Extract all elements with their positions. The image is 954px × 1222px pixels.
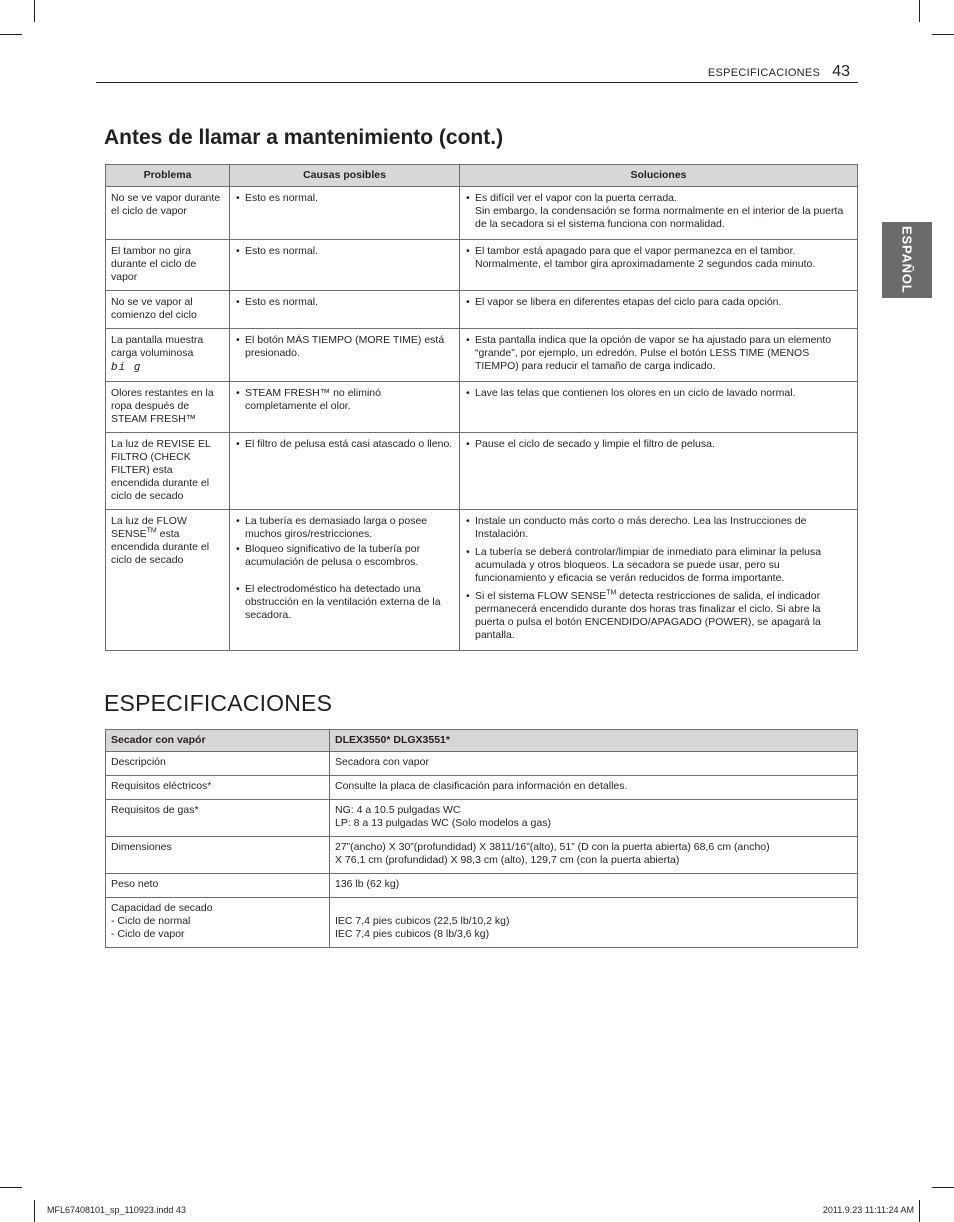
header-rule (96, 82, 858, 83)
causes-cell (230, 240, 460, 291)
solutions-cell (460, 291, 858, 329)
solutions-cell (460, 240, 858, 291)
specifications-table (105, 729, 858, 948)
running-head-section: ESPECIFICACIONES (707, 67, 821, 79)
problem-text-part: La luz de FLOW SENSE (111, 515, 187, 540)
spec-row (106, 800, 858, 837)
cause-item: • El botón MÁS TIEMPO (MORE TIME) está presionado. (235, 334, 454, 360)
problem-text: La pantalla muestra carga voluminosa (111, 334, 204, 359)
column-header-solutions: Soluciones (460, 165, 858, 187)
spec-label: Requisitos de gas* (106, 800, 330, 837)
table-header-row (106, 165, 858, 187)
cause-item: • Esto es normal. (235, 245, 454, 258)
table-row (106, 291, 858, 329)
causes-cell (230, 382, 460, 433)
causes-cell (230, 187, 460, 240)
spec-header-label: Secador con vapór (106, 730, 330, 752)
spec-value: Consulte la placa de clasificación para información en detalles. (330, 776, 858, 800)
problem-cell (106, 187, 230, 240)
table-row (106, 510, 858, 651)
troubleshooting-title: Antes de llamar a mantenimiento (cont.) (104, 126, 504, 149)
cause-item: • El electrodoméstico ha detectado una obstrucción en la ventilación externa de la secadora. (235, 583, 454, 622)
solution-item: • Esta pantalla indica que la opción de vapor se ha ajustado para un elemento “grande”, por ejemplo, un edredón. Pulse el botón LESS TIME (MENOS TIEMPO) para reducir el tamaño de carga indicado. (465, 334, 852, 373)
causes-cell (230, 433, 460, 510)
causes-cell (230, 329, 460, 382)
causes-cell (230, 291, 460, 329)
cause-item: • La tubería es demasiado larga o posee muchos giros/restricciones. (235, 515, 454, 541)
spec-label: Peso neto (106, 874, 330, 898)
table-row (106, 187, 858, 240)
problem-text (111, 515, 224, 567)
spec-value: 136 lb (62 kg) (330, 874, 858, 898)
table-row (106, 240, 858, 291)
problem-text: La luz de REVISE EL FILTRO (CHECK FILTER) esta encendida durante el ciclo de secado (111, 438, 211, 502)
crop-mark (34, 0, 35, 22)
page-number: 43 (832, 63, 850, 80)
spec-label: Capacidad de secado - Ciclo de normal - Ciclo de vapor (106, 898, 330, 948)
column-header-causes: Causas posibles (230, 165, 460, 187)
trademark-mark: TM (146, 527, 157, 535)
solutions-cell (460, 433, 858, 510)
cause-item: • STEAM FRESH™ no eliminó completamente el olor. (235, 387, 454, 413)
table-row (106, 329, 858, 382)
cause-item: • Esto es normal. (235, 192, 454, 205)
solution-item: • Lave las telas que contienen los olores en un ciclo de lavado normal. (465, 387, 852, 400)
spec-label: Dimensiones (106, 837, 330, 874)
solution-item: • La tubería se deberá controlar/limpiar de inmediato para eliminar la pelusa acumulada y otros bloqueos. La secadora se puede usar, pero su funcionamiento y eficacia se verán reducidos de forma importante. (465, 546, 852, 585)
solution-text-part: Si el sistema FLOW SENSE (475, 590, 607, 602)
crop-mark (919, 1200, 920, 1222)
cause-item: • El filtro de pelusa está casi atascado o lleno. (235, 438, 454, 451)
problem-cell (106, 382, 230, 433)
spec-value: 27”(ancho) X 30”(profundidad) X 3811/16”(alto), 51” (D con la puerta abierta) 68,6 cm (ancho) X 76,1 cm (profundidad) X 98,3 cm (alto), 129,7 cm (con la puerta abierta) (330, 837, 858, 874)
specifications-body (106, 752, 858, 948)
language-tab-label: ESPAÑOL (899, 226, 915, 294)
spec-label: Descripción (106, 752, 330, 776)
spec-row (106, 776, 858, 800)
cause-item: • Esto es normal. (235, 296, 454, 309)
spec-value: NG: 4 a 10.5 pulgadas WC LP: 8 a 13 pulgadas WC (Solo modelos a gas) (330, 800, 858, 837)
solution-item (465, 590, 852, 642)
problem-cell (106, 329, 230, 382)
spec-row (106, 874, 858, 898)
crop-mark (932, 1187, 954, 1188)
spec-row (106, 752, 858, 776)
cause-item: • Bloqueo significativo de la tubería por acumulación de pelusa o escombros. (235, 543, 454, 569)
specifications-title: ESPECIFICACIONES (104, 690, 333, 716)
spec-header-row (106, 730, 858, 752)
solution-item: • Instale un conducto más corto o más derecho. Lea las Instrucciones de Instalación. (465, 515, 852, 541)
crop-mark (919, 0, 920, 22)
solutions-cell (460, 510, 858, 651)
solutions-cell (460, 382, 858, 433)
solution-item: • El tambor está apagado para que el vapor permanezca en el tambor. Normalmente, el tambor gira aproximadamente 2 segundos cada minuto. (465, 245, 852, 271)
crop-mark (0, 34, 22, 35)
table-row (106, 382, 858, 433)
problem-text: No se ve vapor durante el ciclo de vapor (111, 192, 221, 217)
display-code: bi g (111, 360, 142, 373)
solution-text-part: detecta restricciones de salida, el indicador permanecerá encendido durante dos horas tras finalizar el ciclo. Si abre la puerta o pulsa el botón ENCENDIDO/APAGADO (POWER), se apagará la pantalla. (475, 590, 821, 641)
solutions-cell (460, 187, 858, 240)
solution-item: • Es difícil ver el vapor con la puerta cerrada. Sin embargo, la condensación se forma normalmente en el interior de la puerta de la secadora si el sistema funciona con normalidad. (465, 192, 852, 231)
footer-file-info: MFL67408101_sp_110923.indd 43 (47, 1205, 186, 1215)
table-row (106, 433, 858, 510)
problem-text: No se ve vapor al comienzo del ciclo (111, 296, 197, 321)
solution-item: • Pause el ciclo de secado y limpie el filtro de pelusa. (465, 438, 852, 451)
troubleshooting-body (106, 187, 858, 651)
problem-cell (106, 240, 230, 291)
crop-mark (34, 1200, 35, 1222)
crop-mark (932, 34, 954, 35)
crop-mark (0, 1187, 22, 1188)
running-head (708, 63, 850, 81)
spec-value: Secadora con vapor (330, 752, 858, 776)
solution-item: • El vapor se libera en diferentes etapas del ciclo para cada opción. (465, 296, 852, 309)
spec-value: IEC 7,4 pies cubicos (22,5 lb/10,2 kg) IEC 7,4 pies cubicos (8 lb/3,6 kg) (330, 898, 858, 948)
solutions-cell (460, 329, 858, 382)
problem-text-part: esta encendida durante el ciclo de secado (111, 528, 210, 566)
problem-text: El tambor no gira durante el ciclo de vapor (111, 245, 197, 283)
causes-cell (230, 510, 460, 651)
column-header-problem: Problema (106, 165, 230, 187)
trademark-mark: TM (606, 589, 617, 597)
spec-label: Requisitos eléctricos* (106, 776, 330, 800)
troubleshooting-table (105, 164, 858, 651)
footer-timestamp: 2011.9.23 11:11:24 AM (822, 1205, 914, 1215)
problem-cell (106, 510, 230, 651)
problem-cell (106, 291, 230, 329)
spec-row (106, 898, 858, 948)
problem-text: Olores restantes en la ropa después de STEAM FRESH™ (111, 387, 214, 425)
problem-cell (106, 433, 230, 510)
spec-header-models: DLEX3550* DLGX3551* (330, 730, 858, 752)
spec-row (106, 837, 858, 874)
language-tab (882, 222, 932, 298)
